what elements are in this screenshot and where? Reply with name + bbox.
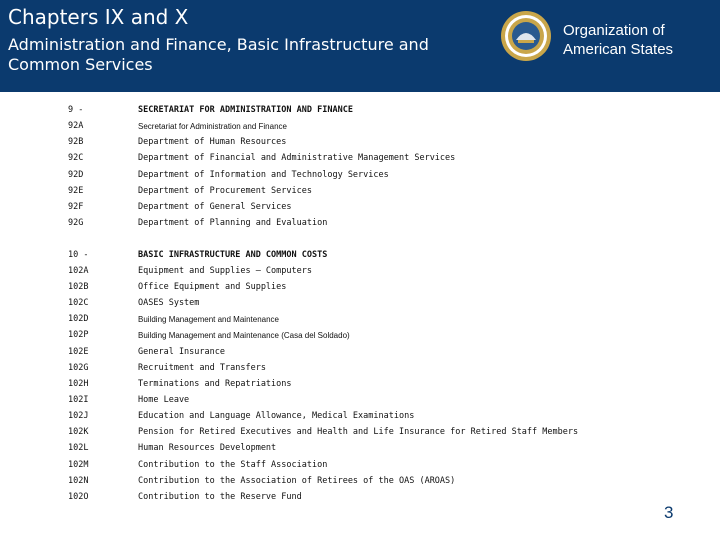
list-item xyxy=(68,167,708,183)
list-item xyxy=(68,392,708,408)
list-item xyxy=(68,118,708,134)
list-item xyxy=(68,279,708,295)
oas-seal-icon xyxy=(500,10,552,62)
org-name-line1: Organization of xyxy=(563,22,665,39)
list-item xyxy=(68,150,708,166)
list-item xyxy=(68,247,708,263)
list-item xyxy=(68,311,708,327)
program-code: 102O xyxy=(68,491,89,502)
list-item xyxy=(68,456,708,472)
slide-header xyxy=(0,0,720,92)
list-item xyxy=(68,134,708,150)
slide-title: Chapters IX and X xyxy=(8,5,189,29)
program-title: Department of General Services xyxy=(138,201,292,212)
list-item xyxy=(68,343,708,359)
list-item xyxy=(68,408,708,424)
program-title: Department of Human Resources xyxy=(138,137,287,148)
program-title: Contribution to the Staff Association xyxy=(138,459,328,470)
program-title: Department of Financial and Administrative Management Services xyxy=(138,153,456,164)
list-item xyxy=(68,473,708,489)
program-code: 102K xyxy=(68,427,89,438)
org-name-line2: American States xyxy=(563,41,674,58)
program-title: Pension for Retired Executives and Health and Life Insurance for Retired Staff Members xyxy=(138,427,579,438)
program-title: Department of Procurement Services xyxy=(138,185,312,196)
list-item xyxy=(68,263,708,279)
list-item xyxy=(68,360,708,376)
program-code: 102A xyxy=(68,265,89,276)
program-title: General Insurance xyxy=(138,346,225,357)
program-code: 92G xyxy=(68,218,84,229)
program-code: 102D xyxy=(68,314,89,325)
list-item xyxy=(68,199,708,215)
slide-subtitle: Administration and Finance, Basic Infrastructure and Common Services xyxy=(8,35,429,74)
program-code: 102H xyxy=(68,378,89,389)
page-number: 3 xyxy=(664,503,674,522)
program-title: Recruitment and Transfers xyxy=(138,362,266,373)
program-code: 102L xyxy=(68,443,89,454)
program-code: 92C xyxy=(68,153,84,164)
program-code: 102G xyxy=(68,362,89,373)
program-title: Office Equipment and Supplies xyxy=(138,281,287,292)
program-code: 10 - xyxy=(68,249,89,260)
program-code: 92F xyxy=(68,201,84,212)
list-item xyxy=(68,102,708,118)
program-code: 9 - xyxy=(68,105,84,116)
program-code: 102M xyxy=(68,459,89,470)
program-title: Secretariat for Administration and Finance xyxy=(138,121,287,131)
program-code: 102N xyxy=(68,475,89,486)
program-title: Building Management and Maintenance (Casa del Soldado) xyxy=(138,330,350,340)
program-code: 102P xyxy=(68,330,89,341)
list-item xyxy=(68,295,708,311)
program-code: 92B xyxy=(68,137,84,148)
program-title: Contribution to the Reserve Fund xyxy=(138,491,302,502)
program-code: 102I xyxy=(68,394,89,405)
list-item xyxy=(68,489,708,505)
program-code: 92E xyxy=(68,185,84,196)
list-item xyxy=(68,376,708,392)
program-title: Education and Language Allowance, Medical Examinations xyxy=(138,411,415,422)
program-list xyxy=(68,102,708,505)
program-code: 102B xyxy=(68,281,89,292)
program-title: Department of Planning and Evaluation xyxy=(138,218,328,229)
program-code: 102E xyxy=(68,346,89,357)
list-item xyxy=(68,424,708,440)
program-code: 102C xyxy=(68,298,89,309)
program-code: 92A xyxy=(68,121,84,132)
org-name xyxy=(563,21,713,59)
program-title: OASES System xyxy=(138,298,200,309)
program-title: BASIC INFRASTRUCTURE AND COMMON COSTS xyxy=(138,249,328,260)
program-title: Department of Information and Technology Services xyxy=(138,169,389,180)
program-code: 92D xyxy=(68,169,84,180)
list-item xyxy=(68,215,708,231)
program-title: Contribution to the Association of Retirees of the OAS (AROAS) xyxy=(138,475,456,486)
list-item xyxy=(68,183,708,199)
program-title: Building Management and Maintenance xyxy=(138,314,279,324)
program-title: Equipment and Supplies – Computers xyxy=(138,265,312,276)
program-title: Terminations and Repatriations xyxy=(138,378,292,389)
program-code: 102J xyxy=(68,411,89,422)
program-title: Home Leave xyxy=(138,394,190,405)
program-title: Human Resources Development xyxy=(138,443,277,454)
list-item xyxy=(68,327,708,343)
program-title: SECRETARIAT FOR ADMINISTRATION AND FINANCE xyxy=(138,105,353,116)
list-item xyxy=(68,440,708,456)
